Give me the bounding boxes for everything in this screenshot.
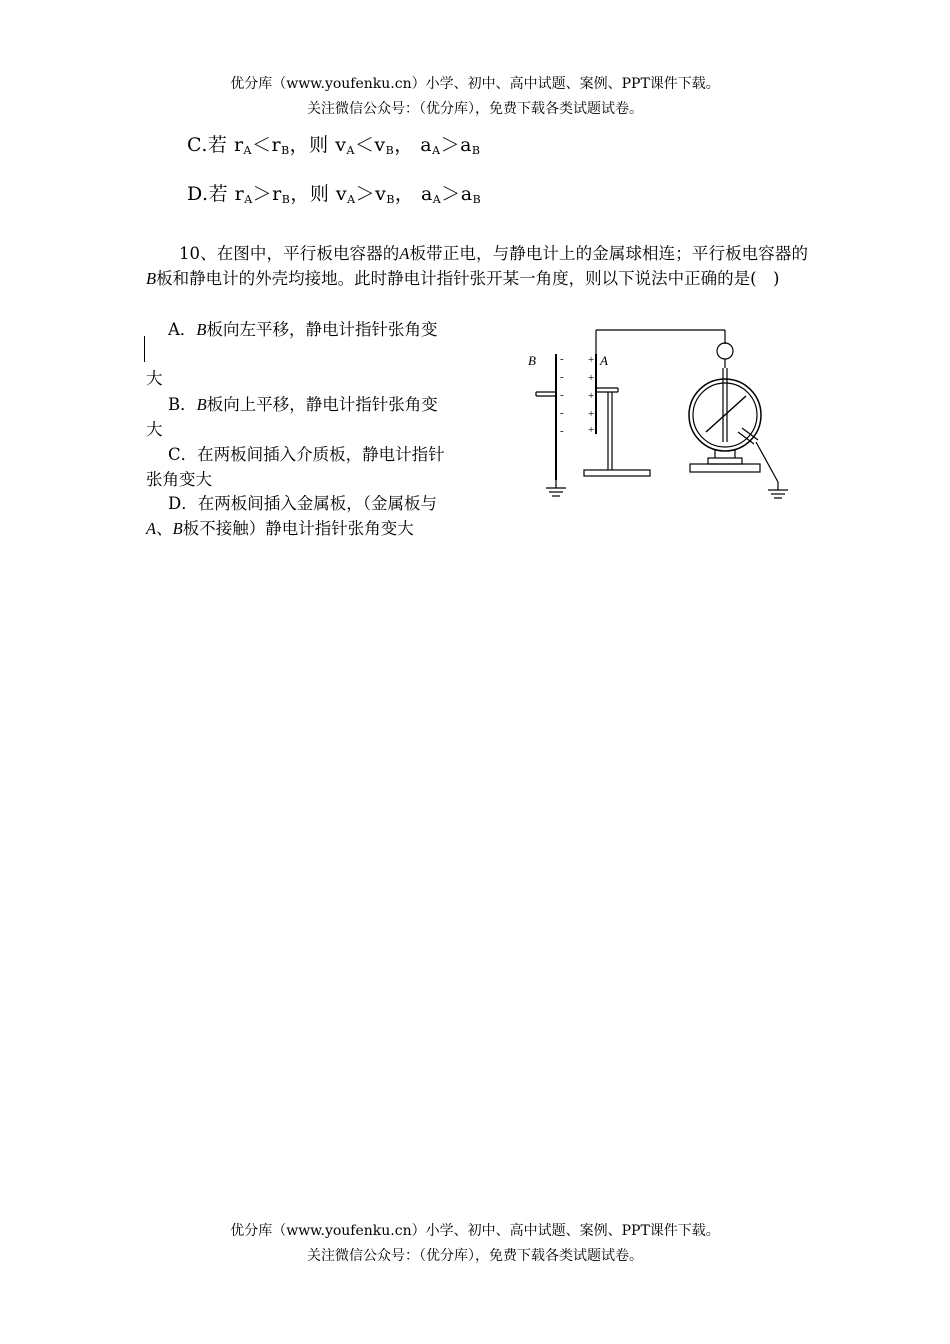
footer-line-1: 优分库（www.youfenku.cn）小学、初中、高中试题、案例、PPT课件下载。: [230, 1223, 720, 1239]
label-a: A: [600, 353, 608, 368]
plus-charge: +: [588, 424, 595, 436]
choice-a: A．B板向左平移，静电计指针张角变 大: [146, 320, 438, 388]
plus-charge: +: [588, 354, 595, 366]
option-d-previous: D.若 $r_A>r_B$，则 $v_A>v_B$， $a_A>a_B$: [187, 183, 482, 206]
footer-line-2: 关注微信公众号：（优分库），免费下载各类试题试卷。: [307, 1248, 643, 1264]
plus-charge: +: [588, 390, 595, 402]
choice-d: D．在两板间插入金属板，（金属板与 A、B板不接触）静电计指针张角变大: [146, 494, 437, 538]
option-c-previous: C.若 $r_A<r_B$，则 $v_A<v_B$， $a_A>a_B$: [187, 134, 481, 157]
choice-c: C．在两板间插入介质板，静电计指针 张角变大: [146, 445, 445, 489]
label-b: B: [528, 353, 536, 368]
minus-charge: -: [560, 371, 564, 383]
choice-b: B．B板向上平移，静电计指针张角变 大: [146, 395, 438, 439]
capacitor-electroscope-figure: [520, 322, 800, 507]
plus-charge: +: [588, 372, 595, 384]
minus-charge: -: [560, 389, 564, 401]
minus-charge: -: [560, 425, 564, 437]
question-10-stem: 10、在图中，平行板电容器的A板带正电，与静电计上的金属球相连；平行板电容器的B板和静电计的外壳均接地。此时静电计指针张开某一角度，则以下说法中正确的是( ): [146, 244, 809, 288]
text-cursor: [144, 336, 145, 362]
plus-charge: +: [588, 408, 595, 420]
minus-charge: -: [560, 353, 564, 365]
header-line-1: 优分库（www.youfenku.cn）小学、初中、高中试题、案例、PPT课件下载。: [230, 76, 720, 92]
header-line-2: 关注微信公众号：（优分库），免费下载各类试题试卷。: [307, 101, 643, 117]
minus-charge: -: [560, 407, 564, 419]
